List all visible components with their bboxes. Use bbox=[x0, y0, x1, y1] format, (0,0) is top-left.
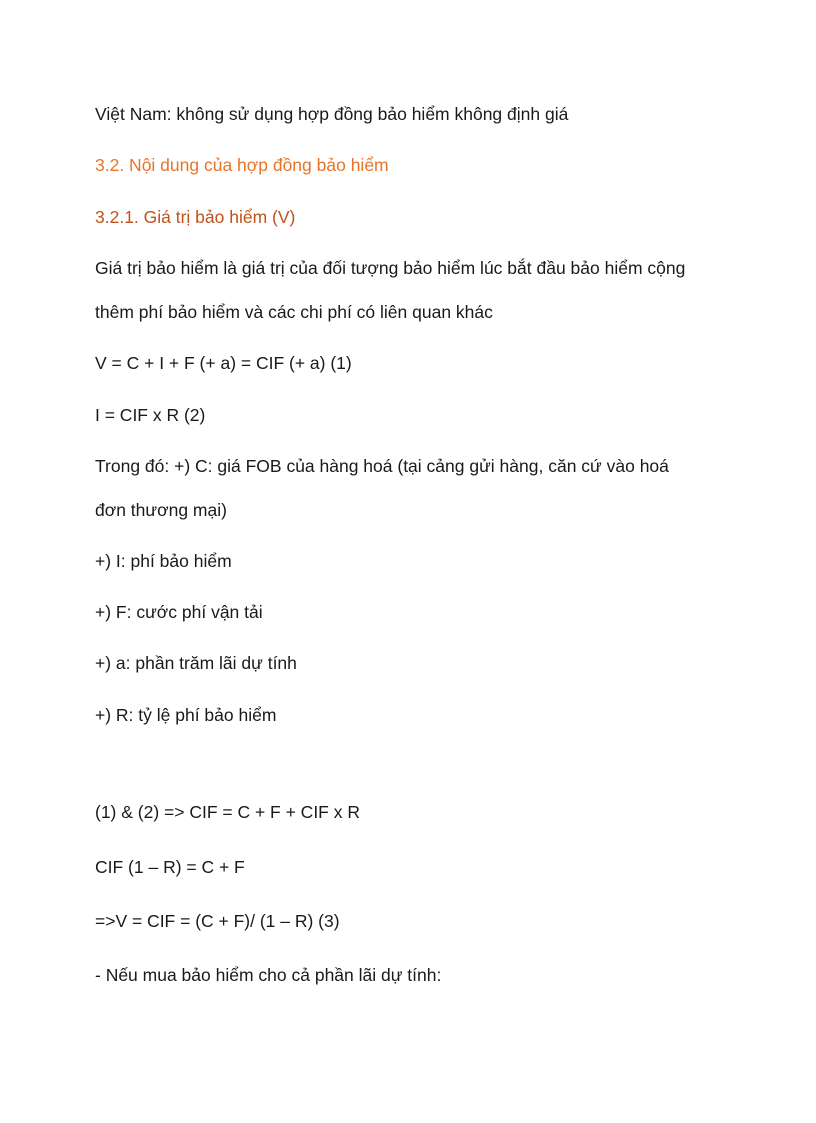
formula: (1) & (2) => CIF = C + F + CIF x R bbox=[95, 802, 360, 822]
list-item: +) I: phí bảo hiểm bbox=[95, 551, 232, 571]
section-heading: 3.2. Nội dung của hợp đồng bảo hiểm bbox=[95, 155, 389, 175]
list-item: +) R: tỷ lệ phí bảo hiểm bbox=[95, 705, 277, 725]
list-item: +) a: phần trăm lãi dự tính bbox=[95, 653, 297, 673]
paragraph: Trong đó: +) C: giá FOB của hàng hoá (tại cảng gửi hàng, căn cứ vào hoá bbox=[95, 456, 669, 476]
paragraph: đơn thương mại) bbox=[95, 500, 227, 520]
paragraph: Việt Nam: không sử dụng hợp đồng bảo hiểm không định giá bbox=[95, 104, 569, 124]
formula: =>V = CIF = (C + F)/ (1 – R) (3) bbox=[95, 911, 340, 931]
paragraph: thêm phí bảo hiểm và các chi phí có liên quan khác bbox=[95, 302, 493, 322]
list-item: +) F: cước phí vận tải bbox=[95, 602, 263, 622]
formula: I = CIF x R (2) bbox=[95, 405, 206, 425]
paragraph: - Nếu mua bảo hiểm cho cả phần lãi dự tính: bbox=[95, 965, 442, 985]
formula: CIF (1 – R) = C + F bbox=[95, 857, 245, 877]
subsection-heading: 3.2.1. Giá trị bảo hiểm (V) bbox=[95, 207, 296, 227]
paragraph: Giá trị bảo hiểm là giá trị của đối tượng bảo hiểm lúc bắt đầu bảo hiểm cộng bbox=[95, 258, 686, 278]
formula: V = C + I + F (+ a) = CIF (+ a) (1) bbox=[95, 353, 352, 373]
